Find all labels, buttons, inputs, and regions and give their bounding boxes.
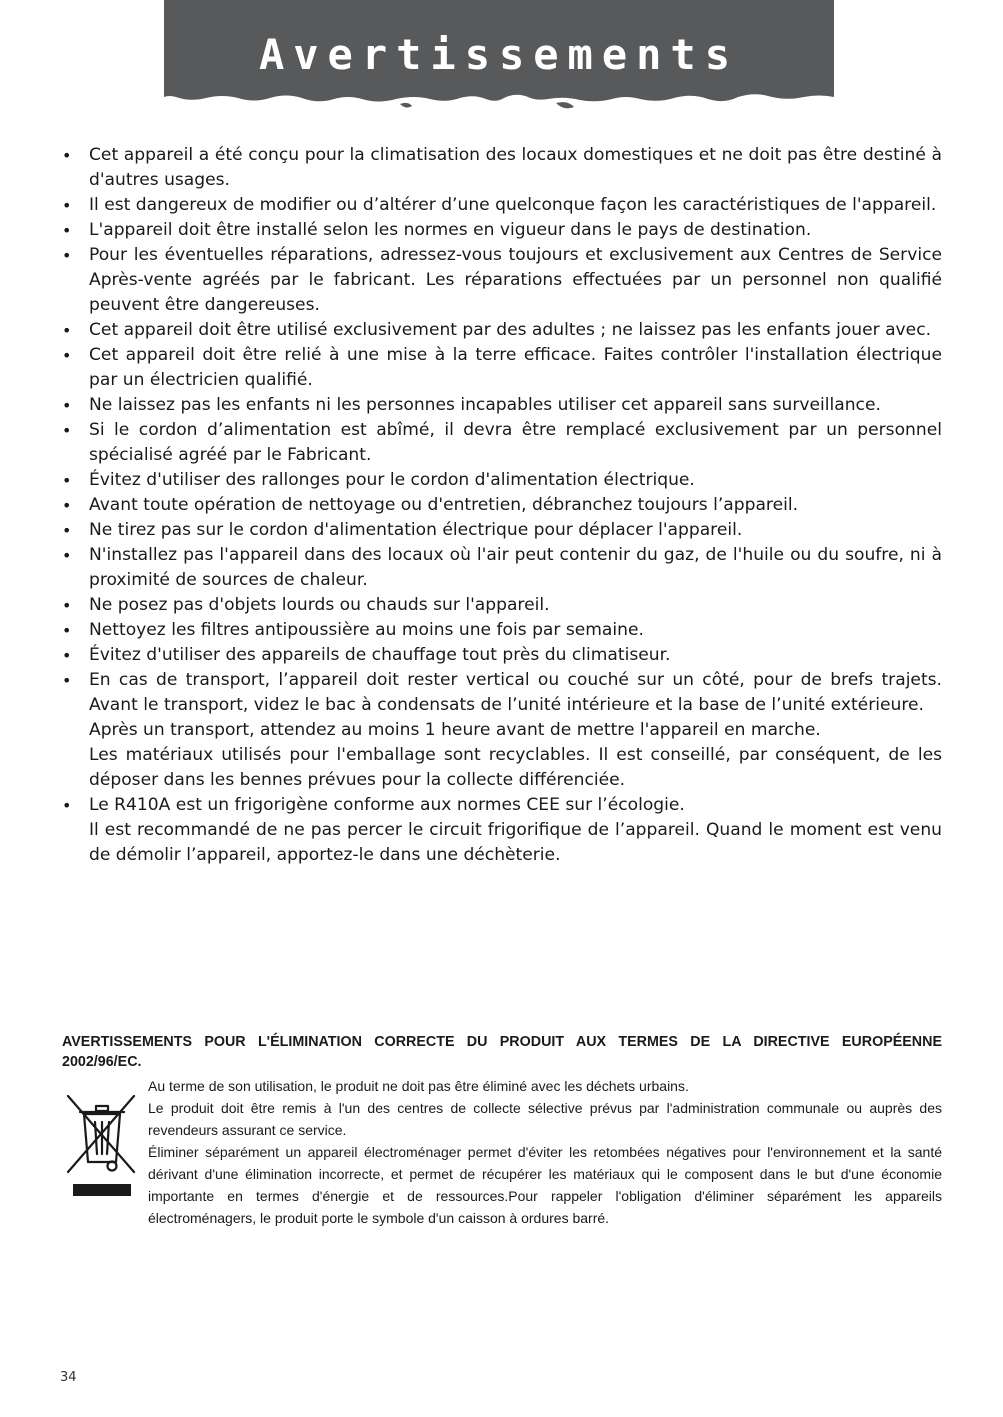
- warning-text: • Ne tirez pas sur le cordon d'alimentation électrique pour déplacer l'appareil.: [89, 520, 743, 540]
- warning-text: • Cet appareil doit être utilisé exclusivement par des adultes ; ne laissez pas les enfants jouer avec.: [89, 320, 932, 340]
- warning-text: • Évitez d'utiliser des rallonges pour le cordon d'alimentation électrique.: [89, 470, 695, 490]
- warning-text: • Cet appareil doit être relié à une mise à la terre efficace. Faites contrôler l'installation électrique par un électricien qualifié.: [89, 345, 942, 390]
- warning-text: • Ne laissez pas les enfants ni les personnes incapables utiliser cet appareil sans surveillance.: [89, 395, 881, 415]
- disposal-heading: AVERTISSEMENTS POUR L'ÉLIMINATION CORRECTE DU PRODUIT AUX TERMES DE LA DIRECTIVE EUROPÉENNE 2002/96/EC.: [62, 1034, 942, 1070]
- warning-item: [62, 518, 942, 543]
- disposal-text: [148, 1075, 942, 1229]
- warning-item: [62, 668, 942, 793]
- page-number: 34: [60, 1370, 77, 1385]
- warning-item: [62, 218, 942, 243]
- header-banner: [164, 0, 834, 112]
- warning-item: [62, 418, 942, 468]
- warning-text: Les matériaux utilisés pour l'emballage sont recyclables. Il est conseillé, par conséquent, de les déposer dans les bennes prévues pour la collecte différenciée.: [89, 745, 942, 790]
- warning-text: • En cas de transport, l’appareil doit rester vertical ou couché sur un côté, pour de brefs trajets. Avant le transport, videz le bac à condensats de l’unité intérieure et la base de l’unité extérieure.: [89, 670, 942, 715]
- crossed-out-wheelie-bin-icon: [64, 1088, 140, 1202]
- warning-text: Il est recommandé de ne pas percer le circuit frigorifique de l’appareil. Quand le moment est venu de démolir l’appareil, apportez-le dans une déchèterie.: [89, 820, 942, 865]
- warning-item: [62, 593, 942, 618]
- warning-text: • Pour les éventuelles réparations, adressez-vous toujours et exclusivement aux Centres de Service Après-vente agréés par le fabricant. Les réparations effectuées par un personnel non qualifié peuvent être dangereuses.: [89, 245, 942, 315]
- warning-text: • L'appareil doit être installé selon les normes en vigueur dans le pays de destination.: [89, 220, 812, 240]
- page-title: Avertissements: [258, 30, 739, 79]
- warning-text: • Il est dangereux de modifier ou d’altérer d’une quelconque façon les caractéristiques de l'appareil.: [89, 195, 937, 215]
- warning-item: [62, 493, 942, 518]
- warning-item: [62, 793, 942, 868]
- warning-text: • Cet appareil a été conçu pour la climatisation des locaux domestiques et ne doit pas être destiné à d'autres usages.: [89, 145, 942, 190]
- warning-item: [62, 343, 942, 393]
- warning-text: • Si le cordon d’alimentation est abîmé, il devra être remplacé exclusivement par un personnel spécialisé agréé par le Fabricant.: [89, 420, 942, 465]
- warning-text: • Avant toute opération de nettoyage ou d'entretien, débranchez toujours l’appareil.: [89, 495, 799, 515]
- warning-text: • Le R410A est un frigorigène conforme aux normes CEE sur l’écologie.: [89, 795, 685, 815]
- warning-item: [62, 543, 942, 593]
- disposal-paragraph: Au terme de son utilisation, le produit ne doit pas être éliminé avec les déchets urbains.: [148, 1078, 689, 1094]
- warning-text: • Évitez d'utiliser des appareils de chauffage tout près du climatiseur.: [89, 645, 671, 665]
- warning-item: [62, 193, 942, 218]
- warning-item: [62, 143, 942, 193]
- disposal-paragraph: Le produit doit être remis à l'un des centres de collecte sélective prévus par l'administration communale ou auprès des revendeurs assurant ce service.: [148, 1100, 942, 1138]
- warning-text: • N'installez pas l'appareil dans des locaux où l'air peut contenir du gaz, de l'huile ou du soufre, ni à proximité de sources de chaleur.: [89, 545, 942, 590]
- warning-text: • Ne posez pas d'objets lourds ou chauds sur l'appareil.: [89, 595, 550, 615]
- warning-item: [62, 618, 942, 643]
- warning-item: [62, 643, 942, 668]
- disposal-paragraph: Éliminer séparément un appareil électroménager permet d'éviter les retombées négatives pour l'environnement et la santé dérivant d'une élimination incorrecte, et permet de récupérer les matériaux qui le composent dans le but d'une économie importante en termes d'énergie et de ressources.Pour rappeler l'obligation d'éliminer séparément les appareils électroménagers, le produit porte le symbole d'un caisson à ordures barré.: [148, 1144, 942, 1226]
- warning-item: [62, 318, 942, 343]
- warning-text: • Nettoyez les filtres antipoussière au moins une fois par semaine.: [89, 620, 644, 640]
- warning-item: [62, 468, 942, 493]
- warnings-list: [62, 143, 942, 868]
- warning-item: [62, 243, 942, 318]
- warning-text: Après un transport, attendez au moins 1 heure avant de mettre l'appareil en marche.: [89, 720, 821, 740]
- warning-item: [62, 393, 942, 418]
